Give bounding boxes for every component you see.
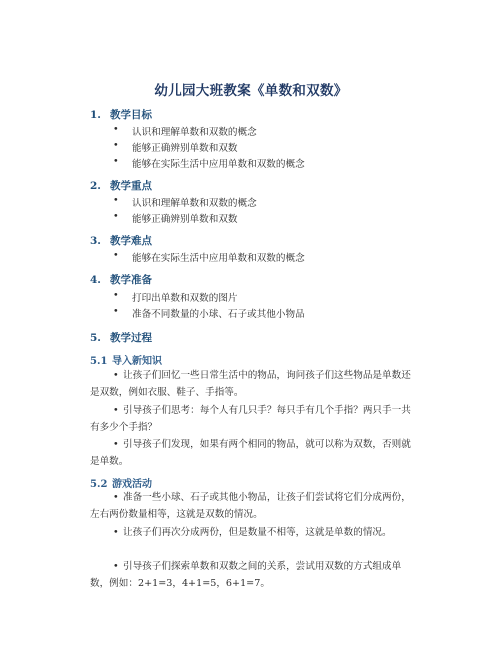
subsection-number: 5.2 — [90, 479, 108, 490]
section-heading-difficulties — [90, 233, 152, 248]
paragraph-item: • 引导孩子们发现，如果有两个相同的物品，就可以称为双数，否则就是单数。 — [90, 436, 412, 470]
section-heading-key-points — [90, 178, 152, 193]
paragraph-item: • 让孩子们回忆一些日常生活中的物品，询问孩子们这些物品是单数还是双数，例如衣服、鞋子、手指等。 — [90, 367, 412, 401]
bullet-icon: • — [113, 140, 119, 151]
section-label: 教学难点 — [110, 235, 152, 247]
section-label: 教学过程 — [110, 332, 152, 344]
document-title: 幼儿园大班教案《单数和双数》 — [154, 83, 348, 99]
subsection-heading-introduction — [90, 352, 162, 367]
bullet-icon: • — [113, 211, 119, 222]
subsection-number: 5.1 — [90, 356, 108, 367]
section-heading-preparation — [90, 272, 152, 287]
bullet-icon: • — [113, 290, 119, 301]
subsection-label: 导入新知识 — [112, 356, 162, 367]
bullet-icon: • — [113, 306, 119, 317]
section-number: 1. — [90, 109, 101, 121]
section-heading-teaching-goals — [90, 107, 152, 122]
bullet-icon: • — [113, 527, 119, 538]
section-number: 3. — [90, 235, 101, 247]
bullet-icon: • — [113, 195, 119, 206]
bullet-icon: • — [113, 405, 119, 416]
section-number: 2. — [90, 180, 101, 192]
section-heading-teaching-process — [90, 330, 152, 345]
subsection-label: 游戏活动 — [112, 479, 152, 490]
section-number: 5. — [90, 332, 101, 344]
bullet-icon: • — [113, 124, 119, 135]
paragraph-item: • 引导孩子们探索单数和双数之间的关系，尝试用双数的方式组成单数，例如：2+1=3，4+1=5，6+1=7。 — [90, 558, 412, 592]
subsection-heading-game-activity — [90, 475, 152, 490]
bullet-icon: • — [113, 492, 119, 503]
bullet-icon: • — [113, 370, 119, 381]
document-page: 幼儿园大班教案《单数和双数》 1. 教学目标 • 认识和理解单数和双数的概念 • 能够正确辨别单数和双数 • 能够在实际生活中应用单数和双数的概念 2. 教学重点 • 认识和理解单数和双数的概念 • 能够正确辨别单数和双数 3. 教学难点 • 能够在实际生活中应用单数和双数的概念 4. 教学准备 • 打印出单数和双数的图片 • 准备不同数量的小球、石子或其他小物品 5. 教学过程 5.1 导入新知识 • 让孩子们回忆一些日常生活中的物品，询问孩子们这些物品是单数还是双数，例如衣服、鞋子、手指等。 • 引导孩子们思考：每个人有几只手？每只手有几个手指？两只手一共有多少个手指？ • 引导孩子们发现，如果有两个相同的物品，就可以称为双数，否则就是单数。 5.2 游戏活动 • 准备一些小球、石子或其他小物品，让孩子们尝试将它们分成两份，左右两份数量相等，这就是双数的情况。 • 让孩子们再次分成两份，但是数量不相等，这就是单数的情况。 • 引导孩子们探索单数和双数之间的关系，尝试用双数的方式组成单数，例如：2+1=3，4+1=5，6+1=7。 — [0, 0, 502, 649]
bullet-icon: • — [113, 156, 119, 167]
bullet-icon: • — [113, 561, 119, 572]
bullet-icon: • — [113, 250, 119, 261]
section-label: 教学准备 — [110, 274, 152, 286]
paragraph-item: • 准备一些小球、石子或其他小物品，让孩子们尝试将它们分成两份，左右两份数量相等，这就是双数的情况。 — [90, 489, 412, 523]
paragraph-item: • 让孩子们再次分成两份，但是数量不相等，这就是单数的情况。 — [90, 524, 412, 541]
section-label: 教学重点 — [110, 180, 152, 192]
bullet-icon: • — [113, 439, 119, 450]
section-number: 4. — [90, 274, 101, 286]
paragraph-item: • 引导孩子们思考：每个人有几只手？每只手有几个手指？两只手一共有多少个手指？ — [90, 402, 412, 436]
section-label: 教学目标 — [110, 109, 152, 121]
